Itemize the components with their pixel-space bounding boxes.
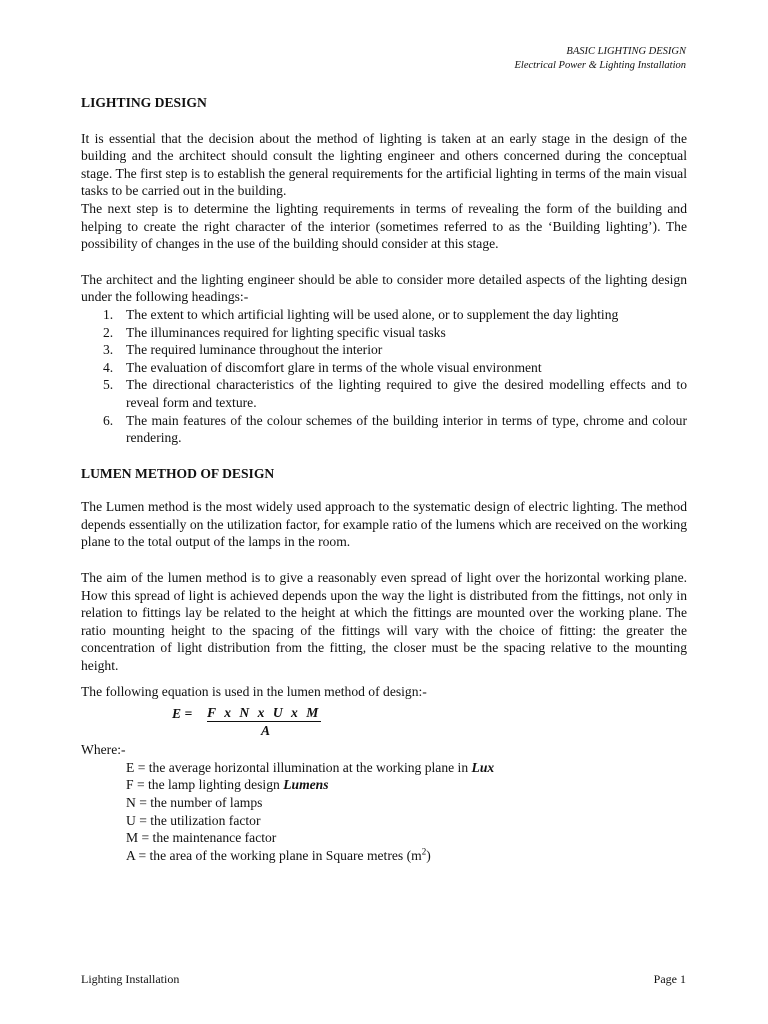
equation-numerator: F x N x U x M	[207, 705, 320, 721]
header-subtitle: Electrical Power & Lighting Installation	[514, 60, 686, 71]
definition-n: N = the number of lamps	[126, 795, 263, 810]
list-item	[81, 359, 687, 377]
definition-e	[81, 759, 687, 777]
list-item-text: The illuminances required for lighting specific visual tasks	[126, 324, 446, 340]
definition-u: U = the utilization factor	[126, 812, 261, 828]
list-number: 5.	[103, 377, 114, 393]
unit-lux: Lux	[471, 759, 495, 775]
lumen-equation	[81, 705, 687, 741]
list-number: 6.	[103, 412, 114, 428]
paragraph: The following equation is used in the lumen method of design:-	[81, 683, 427, 699]
list-item-text: The required luminance throughout the interior	[126, 342, 383, 358]
equation-lhs: E =	[172, 706, 193, 722]
equation-denominator: A	[261, 723, 271, 739]
page-body	[81, 94, 687, 864]
definition-m: M = the maintenance factor	[126, 830, 277, 846]
list-item-text: The extent to which artificial lighting will be used alone, or to supplement the day lighting	[126, 306, 619, 322]
footer-title: Lighting Installation	[81, 972, 180, 986]
list-number: 1.	[103, 306, 114, 322]
paragraph: It is essential that the decision about the method of lighting is taken at an early stage in the design of the building and the architect should consult the lighting engineer and others concerned during the conceptual stage. The first step is to establish the general requirements for the artificial lighting in terms of the main visual tasks to be carried out in the building.	[81, 130, 687, 199]
unit-lumens: Lumens	[283, 777, 329, 793]
where-label: Where:-	[81, 742, 126, 758]
paragraph: The aim of the lumen method is to give a reasonably even spread of light over the horizontal working plane. How this spread of light is achieved depends upon the way the light is distributed from the fittings, not only in relation to fittings lay be related to the height at which the fittings are mounted over the working plane. The ratio mounting height to the spacing of the fittings will vary with the choice of fitting: the greater the concentration of light distribution from the fitting, the closer must be the spacing relative to the mounting height.	[81, 570, 687, 674]
list-number: 4.	[103, 359, 114, 375]
page-number: Page 1	[653, 972, 686, 986]
list-item	[81, 412, 687, 447]
paragraph: The architect and the lighting engineer should be able to consider more detailed aspects of the lighting design under the following headings:-	[81, 271, 687, 305]
superscript: 2	[421, 846, 427, 857]
paragraph: The next step is to determine the lighting requirements in terms of revealing the form of the building and helping to create the right character of the interior (sometimes referred to as the ‘Building lighting’). The possibility of changes in the use of the building should consider at this stage.	[81, 200, 687, 252]
list-item	[81, 306, 687, 324]
paragraph: The Lumen method is the most widely used approach to the systematic design of electric lighting. The method depends essentially on the utilization factor, for example ratio of the lumens which are received on the working plane to the total output of the lamps in the room.	[81, 499, 687, 550]
list-number: 2.	[103, 324, 114, 340]
running-header	[515, 45, 687, 73]
definition-text: F = the lamp lighting design	[126, 777, 284, 793]
headings-list	[81, 306, 687, 447]
definition-a	[81, 847, 687, 865]
closing-paren: )	[426, 847, 431, 863]
header-title: BASIC LIGHTING DESIGN	[566, 46, 686, 57]
list-item-text: The directional characteristics of the lighting required to give the desired modelling effects and to reveal form and texture.	[126, 377, 687, 410]
section-heading-lighting-design: LIGHTING DESIGN	[81, 95, 207, 110]
list-item-text: The evaluation of discomfort glare in terms of the whole visual environment	[126, 359, 542, 375]
list-item	[81, 324, 687, 342]
section-heading-lumen-method: LUMEN METHOD OF DESIGN	[81, 465, 275, 481]
list-item	[81, 376, 687, 411]
definitions-block	[81, 741, 687, 864]
definition-text: A = the area of the working plane in Square metres (m	[126, 847, 422, 863]
list-item-text: The main features of the colour schemes of the building interior in terms of type, chrome and colour rendering.	[126, 412, 687, 446]
definition-text: E = the average horizontal illumination at the working plane in	[126, 759, 472, 775]
list-number: 3.	[103, 342, 114, 358]
definition-f	[81, 776, 687, 794]
list-item	[81, 341, 687, 359]
